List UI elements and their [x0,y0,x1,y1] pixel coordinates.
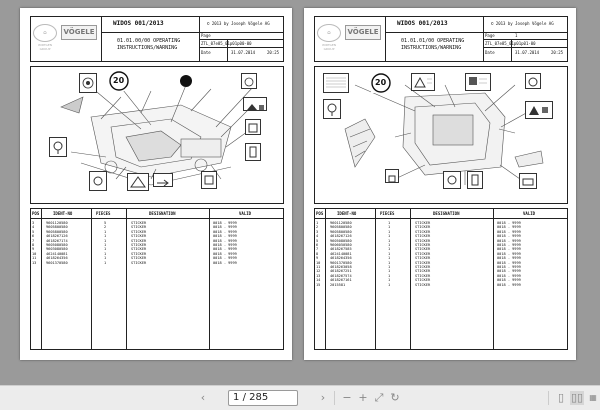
code-line2: INSTRUCTIONS/WARNING [117,45,178,51]
cell-ident: 9601370580 [46,260,68,265]
page-total: 285 [249,392,269,403]
cell-des: STICKER [131,238,147,243]
cell-pcs: 1 [388,265,391,269]
cell-pos: 9 [32,247,35,252]
cell-ident: 4618267251 [330,269,352,274]
cell-pos: 13 [32,260,37,265]
cell-des: STICKER [131,221,147,225]
wirtgen-logo: ⬭ [33,24,57,42]
col-pos: POS [316,211,324,216]
cell-valid: 0018 - 9999 [213,256,237,261]
sticker-text-panel [323,73,349,93]
cell-ident: 9605800580 [330,225,352,230]
cell-pcs: 1 [104,238,107,243]
cell-valid: 0018 - 9999 [497,225,521,230]
cell-pcs: 1 [388,269,391,274]
cell-pos: 4 [316,234,319,239]
cell-des: STICKER [131,260,147,265]
vogele-logo: VÖGELE [61,25,97,40]
page-header [30,16,284,62]
cell-ident: 4618267174 [46,238,68,243]
cell-ident: 4618267574 [330,273,352,278]
sticker-fire [525,73,541,89]
cell-pos: 12 [316,269,321,274]
sticker-instruction [323,99,341,119]
table-row [31,261,283,265]
cell-pos: 11 [32,256,37,261]
cell-ident: 4618267161 [330,278,352,283]
cell-des: STICKER [415,247,431,252]
sticker-fuel [467,171,483,189]
col-pos: POS [32,211,40,216]
viewer-toolbar [0,385,600,410]
cell-pcs: 1 [104,247,107,252]
next-page-icon[interactable]: › [320,391,326,404]
cell-ident: 9605080580 [330,238,352,243]
date-label: Date [485,50,495,55]
col-ident: IDENT-NO [53,211,73,216]
cell-des: STICKER [131,225,147,230]
cell-ident: 9605800580 [330,229,352,234]
cell-ident: 9603080580 [46,247,68,252]
page-header [314,16,568,62]
cell-ident: 4618267126 [330,234,352,239]
cell-ident: 9606050580 [330,243,352,247]
speed-sign-icon [109,71,129,91]
cell-des: STICKER [415,256,431,261]
cell-des: STICKER [415,273,431,278]
sticker-burn [245,119,261,135]
cell-des: STICKER [415,221,431,225]
cell-valid: 0018 - 9999 [213,234,237,239]
cell-des: STICKER [131,251,147,256]
cell-pcs: 1 [104,243,107,247]
cell-valid: 0018 - 9999 [497,278,521,283]
cell-ident: 4618267585 [330,247,352,252]
cell-pos: 2 [316,225,319,230]
doc-code: ZTL_07e85_01p01p00-00 [201,41,252,46]
code-line1: 01.01.01/00 OPERATING [401,38,465,44]
speed-sign-text: 20 [375,78,387,87]
cell-des: STICKER [415,260,431,265]
col-valid: VALID [239,211,252,216]
cell-valid: 0018 - 9999 [497,260,521,265]
parts-table [30,208,284,350]
page-label: Page [201,33,211,38]
cell-valid: 0018 - 9999 [497,247,521,252]
cell-valid: 0018 - 9999 [497,269,521,274]
sticker-step [201,171,217,189]
cell-pos: 9 [316,256,319,261]
col-designation: DESIGNATION [433,211,460,216]
cell-ident: 4618263058 [330,265,352,269]
cell-des: STICKER [131,247,147,252]
cell-valid: 0018 - 9999 [497,256,521,261]
stop-circle-icon [179,73,193,87]
sticker-coolant [443,171,461,189]
cell-pcs: 1 [104,229,107,234]
cell-ident: 9605800580 [46,229,68,234]
cell-des: STICKER [415,243,431,247]
cell-pos: 7 [316,247,319,252]
doc-id: WIDOS 001/2013 [113,20,164,27]
cell-ident: 9601370580 [330,260,352,265]
cell-valid: 0018 - 9999 [497,221,521,225]
cell-pos: 10 [32,251,37,256]
col-pieces: PIECES [96,211,111,216]
cell-valid: 0018 - 9999 [213,251,237,256]
cell-ident: 4618267126 [46,234,68,239]
cell-valid: 0018 - 9999 [497,243,521,247]
cell-ident: 4618264356 [46,256,68,261]
cell-pos: 6 [32,234,35,239]
cell-valid: 0018 - 9999 [497,234,521,239]
document-page-left [20,8,292,360]
cell-des: STICKER [131,243,147,247]
sticker-battery [519,173,537,189]
cell-des: STICKER [415,229,431,234]
cell-valid: 0018 - 9999 [497,251,521,256]
cell-pos: 15 [316,282,321,287]
col-pieces: PIECES [380,211,395,216]
cell-des: STICKER [415,238,431,243]
sticker-hazard [79,73,97,93]
cell-pos: 8 [32,243,35,247]
cell-pcs: 1 [388,234,391,239]
wirtgen-logo: ⬭ [317,24,341,42]
sticker-warning-right [241,73,257,89]
cell-ident: 4618264356 [330,256,352,261]
fit-page-icon[interactable]: ⤢ [374,391,384,404]
two-page-icon[interactable]: ▯▯ [570,391,584,404]
page-current: 1 [233,392,240,403]
cell-pcs: 1 [104,256,107,261]
cell-valid: 0018 - 9999 [497,238,521,243]
page-separator: / [242,392,246,403]
cell-des: STICKER [415,278,431,283]
cell-des: STICKER [415,269,431,274]
cell-ident: 9605800580 [46,225,68,230]
table-row [315,283,567,287]
cell-valid: 0018 - 9999 [213,260,237,265]
cell-pos: 11 [316,265,321,269]
brand-small-label: WIRTGEN GROUP [321,43,336,51]
exploded-view-figure [314,66,568,204]
speed-sign-icon [371,73,391,93]
sticker-crush [127,173,149,191]
sticker-instruction [49,137,67,157]
cell-pcs: 1 [388,251,391,256]
prev-page-icon[interactable]: ‹ [200,391,206,404]
cell-des: STICKER [415,234,431,239]
cell-pcs: 1 [388,243,391,247]
sticker-small [385,169,399,183]
cell-valid: 0018 - 9999 [213,247,237,252]
brand-small-label: WIRTGEN GROUP [37,43,52,51]
document-page-right [304,8,576,360]
date-label: Date [201,50,211,55]
code-line1: 01.01.00/00 OPERATING [117,38,181,44]
cell-valid: 0018 - 9999 [497,229,521,234]
sticker-ear-protection [243,97,267,111]
cell-valid: 0018 - 9999 [213,221,237,225]
time-value: 20:25 [551,50,564,55]
sticker-warning-panel [411,73,435,91]
cell-pcs: 1 [388,225,391,230]
doc-code: ZTL_07e85_01p01p01-00 [485,41,536,46]
doc-id: WIDOS 001/2013 [397,20,448,27]
cell-des: STICKER [415,225,431,230]
page-value: 1 [515,33,518,38]
parts-table [314,208,568,350]
sticker-info-panel [465,73,491,91]
cell-des: STICKER [415,251,431,256]
cell-ident: 4624140081 [46,251,68,256]
speed-sign-text: 20 [113,76,125,85]
sticker-hot-surface [525,101,553,119]
cell-pcs: 1 [388,273,391,278]
cell-pos: 6 [316,243,319,247]
cell-valid: 0018 - 9999 [497,273,521,278]
cell-pcs: 1 [104,251,107,256]
cell-valid: 0018 - 9999 [213,238,237,243]
cell-valid: 0018 - 9999 [497,265,521,269]
cell-pcs: 1 [388,282,391,287]
cell-pcs: 1 [388,238,391,243]
cell-pos: 13 [316,273,321,278]
time-value: 20:25 [267,50,280,55]
cell-pos: 4 [32,225,35,230]
cell-pos: 7 [32,238,35,243]
copyright: © 2013 by Joseph Vögele AG [491,21,554,26]
cell-pos: 5 [32,229,35,234]
page-label: Page [485,33,495,38]
code-line2: INSTRUCTIONS/WARNING [401,45,462,51]
cell-pcs: 1 [388,247,391,252]
cell-ident: 4624140081 [330,251,352,256]
exploded-view-figure [30,66,284,204]
col-designation: DESIGNATION [149,211,176,216]
cell-pcs: 1 [388,256,391,261]
cell-ident: 9601120580 [46,221,68,225]
cell-pcs: 1 [388,229,391,234]
cell-pos: 5 [316,238,319,243]
cell-pos: 1 [316,221,319,225]
col-ident: IDENT-NO [337,211,357,216]
grid-view-icon[interactable]: ▦ [589,393,597,402]
cell-pcs: 1 [388,260,391,265]
cell-pcs: 1 [104,260,107,265]
page-number-field[interactable] [228,390,298,406]
cell-pcs: 5 [104,221,107,225]
vogele-logo: VÖGELE [345,25,381,40]
sticker-fuel [245,143,261,161]
zoom-out-icon[interactable]: − [342,391,352,404]
date-value: 31.07.2014 [515,50,540,55]
cell-valid: 0018 - 9999 [213,225,237,230]
cell-pcs: 1 [104,234,107,239]
cell-valid: 0018 - 9999 [213,229,237,234]
cell-pos: 3 [316,229,319,234]
single-page-icon[interactable]: ▯ [557,391,565,404]
cell-pcs: 2 [104,225,107,230]
rotate-icon[interactable]: ↻ [390,391,400,404]
cell-des: STICKER [131,256,147,261]
cell-pcs: 1 [388,278,391,283]
cell-pos: 14 [316,278,321,283]
sticker-lift [89,171,107,191]
copyright: © 2013 by Joseph Vögele AG [207,21,270,26]
cell-valid: 0018 - 9999 [213,243,237,247]
cell-pcs: 1 [388,221,391,225]
date-value: 31.07.2014 [231,50,256,55]
cell-des: STICKER [131,229,147,234]
col-valid: VALID [523,211,536,216]
cell-ident: 9605080580 [46,243,68,247]
cell-pos: 10 [316,260,321,265]
sticker-arrow [153,173,173,187]
cell-des: STICKER [415,282,431,287]
cell-valid: 0018 - 9999 [497,282,521,287]
zoom-in-icon[interactable]: + [358,391,368,404]
cell-pos: 3 [32,221,35,225]
cell-ident: 2015581 [330,282,346,287]
cell-des: STICKER [131,234,147,239]
cell-pos: 8 [316,251,319,256]
cell-ident: 9601120580 [330,221,352,225]
cell-des: STICKER [415,265,431,269]
